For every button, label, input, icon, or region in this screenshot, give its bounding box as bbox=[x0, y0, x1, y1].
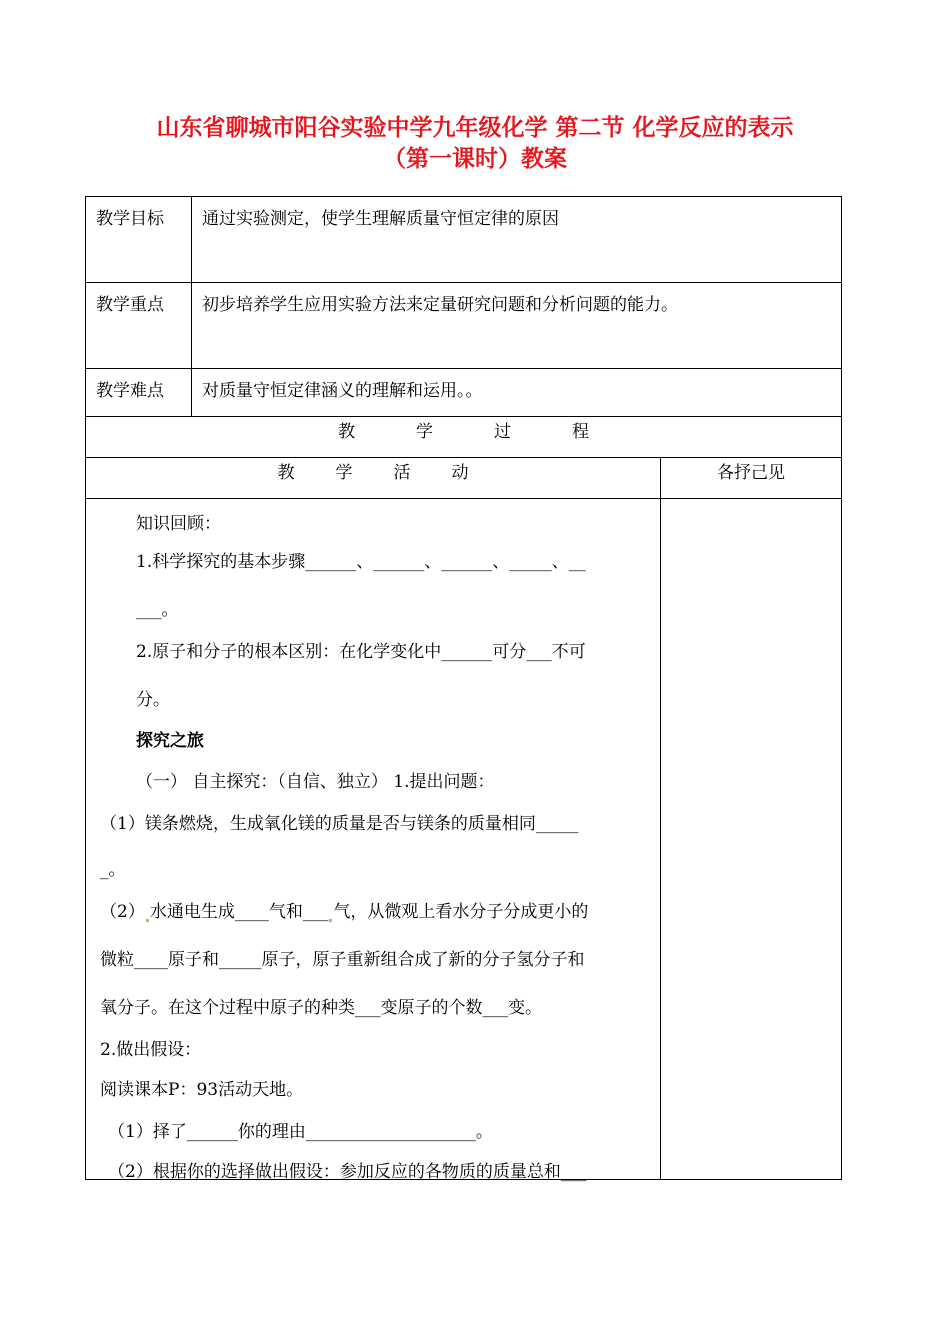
problem-1-line-2: _。 bbox=[100, 860, 126, 880]
mark-dot bbox=[329, 919, 332, 922]
hypothesis-1: （1）择了______你的理由____________________。 bbox=[108, 1122, 493, 1142]
process-header: 教 学 过 程 bbox=[86, 417, 842, 458]
process-header-row bbox=[86, 417, 842, 458]
explore-title: 探究之旅 bbox=[136, 731, 204, 751]
problem-2-line-2: 微粒____原子和_____原子，原子重新组合成了新的分子氢分子和 bbox=[100, 950, 585, 970]
reading-instruction: 阅读课本P：93活动天地。 bbox=[100, 1080, 304, 1100]
notes-header: 各抒己见 bbox=[661, 458, 842, 499]
problem-1-line-1: （1）镁条燃烧，生成氧化镁的质量是否与镁条的质量相同_____ bbox=[100, 814, 579, 834]
hypothesis-title: 2.做出假设： bbox=[100, 1040, 202, 1060]
table-row bbox=[86, 197, 842, 283]
row-value: 通过实验测定，使学生理解质量守恒定律的原因 bbox=[192, 197, 842, 283]
problem-2-line-1: （2） 水通电生成____气和___ 气，从微观上看水分子分成更小的 bbox=[100, 902, 589, 922]
problem-2-line-3: 氧分子。在这个过程中原子的种类___变原子的个数___变。 bbox=[100, 998, 542, 1018]
review-title: 知识回顾： bbox=[136, 514, 221, 534]
mark-dot bbox=[146, 919, 149, 922]
question-1-line-1: 1.科学探究的基本步骤______、______、______、_____、__ bbox=[136, 552, 586, 572]
row-label: 教学重点 bbox=[86, 283, 192, 369]
notes-cell bbox=[661, 499, 842, 1180]
row-value-text: 初步培养学生应用实验方法来定量研究问题和分析问题的能力。 bbox=[202, 295, 678, 315]
table-row bbox=[86, 369, 842, 417]
row-label: 教学目标 bbox=[86, 197, 192, 283]
row-value bbox=[192, 283, 842, 369]
activity-content bbox=[86, 499, 661, 1180]
table-row bbox=[86, 283, 842, 369]
lesson-plan-table bbox=[85, 196, 842, 1180]
document-title-line-1: 山东省聊城市阳谷实验中学九年级化学 第二节 化学反应的表示 bbox=[156, 115, 794, 141]
question-2-line-2: 分。 bbox=[136, 690, 170, 710]
question-1-line-2: ___。 bbox=[136, 600, 179, 620]
question-2-line-1: 2.原子和分子的根本区别：在化学变化中______可分___不可 bbox=[136, 642, 586, 662]
hypothesis-2: （2）根据你的选择做出假设：参加反应的各物质的质量总和___ bbox=[108, 1162, 587, 1182]
section-1-heading: （一） 自主探究：（自信、独立） 1.提出问题： bbox=[136, 772, 495, 792]
content-row bbox=[86, 499, 842, 1180]
document-title-line-2: （第一课时）教案 bbox=[383, 146, 567, 172]
row-label: 教学难点 bbox=[86, 369, 192, 417]
row-value: 对质量守恒定律涵义的理解和运用。。 bbox=[192, 369, 842, 417]
activity-header: 教 学 活 动 bbox=[86, 458, 661, 499]
activity-header-row bbox=[86, 458, 842, 499]
